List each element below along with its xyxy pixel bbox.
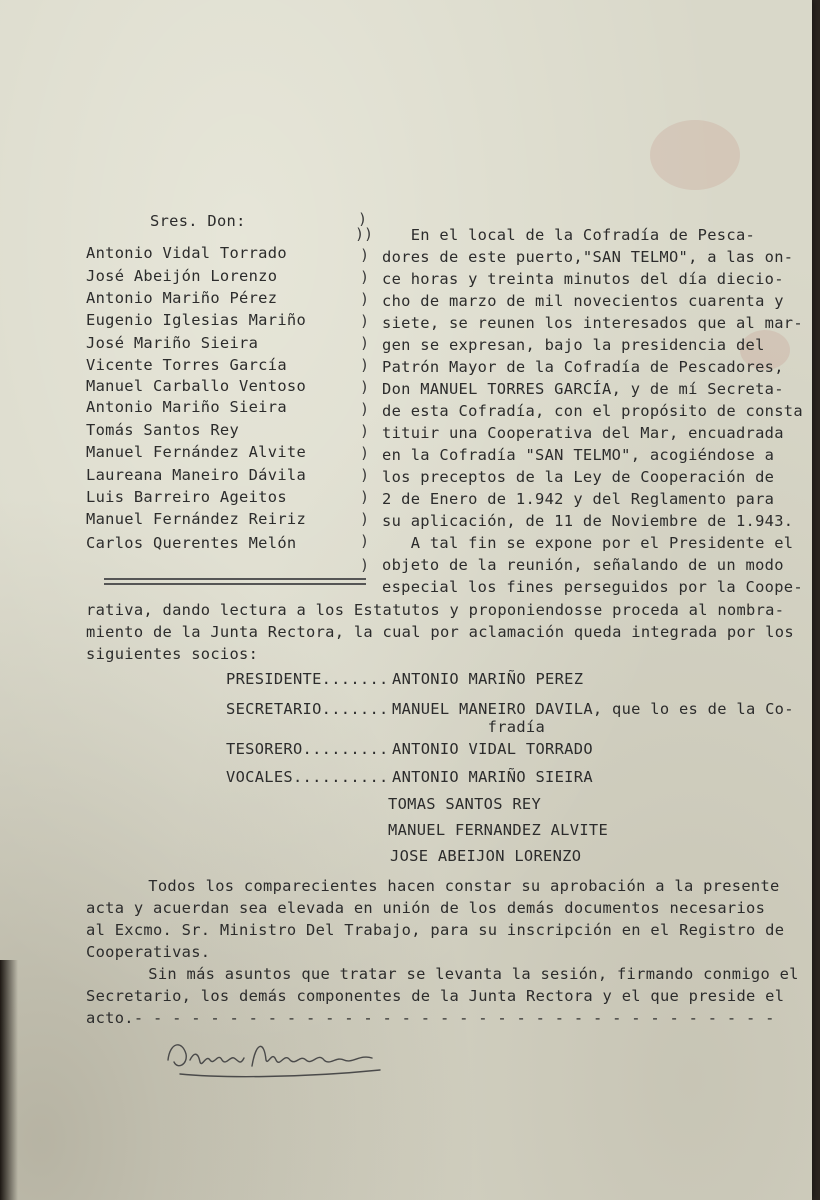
- attendee-name: Antonio Mariño Sieira: [86, 398, 287, 416]
- attendee-name: José Abeijón Lorenzo: [86, 267, 278, 285]
- text-line: Cooperativas.: [86, 943, 211, 961]
- text-line: acta y acuerdan sea elevada en unión de los demás documentos necesarios: [86, 899, 766, 917]
- attendee-name: Laureana Maneiro Dávila: [86, 466, 307, 484]
- junta-role: VOCALES..........: [226, 768, 389, 786]
- attendee-name: Antonio Mariño Pérez: [86, 289, 278, 307]
- junta-role: TESORERO.........: [226, 740, 389, 758]
- attendee-name: Manuel Fernández Alvite: [86, 443, 307, 461]
- text-line: 2 de Enero de 1.942 y del Reglamento para: [382, 490, 775, 508]
- sres-don-heading: Sres. Don:: [150, 212, 246, 230]
- text-line: dores de este puerto,"SAN TELMO", a las on-: [382, 248, 794, 266]
- attendee-name: José Mariño Sieira: [86, 334, 259, 352]
- text-line: objeto de la reunión, señalando de un modo: [382, 556, 784, 574]
- text-line: siguientes socios:: [86, 645, 259, 663]
- attendee-name: Manuel Carballo Ventoso: [86, 377, 307, 395]
- text-line: de esta Cofradía, con el propósito de consta: [382, 402, 803, 420]
- text-line: miento de la Junta Rectora, la cual por aclamación queda integrada por los: [86, 623, 794, 641]
- text-line: ce horas y treinta minutos del día diecio-: [382, 270, 784, 288]
- text-line: Todos los comparecientes hacen constar su aprobación a la presente: [110, 877, 780, 895]
- text-line: A tal fin se expone por el Presidente el: [382, 534, 794, 552]
- text-line: cho de marzo de mil novecientos cuarenta y: [382, 292, 784, 310]
- separator-line: [104, 578, 366, 582]
- text-line: Sin más asuntos que tratar se levanta la sesión, firmando conmigo el: [110, 965, 799, 983]
- attendee-name: Carlos Querentes Melón: [86, 534, 297, 552]
- junta-member: ANTONIO VIDAL TORRADO: [392, 740, 593, 758]
- text-line: gen se expresan, bajo la presidencia del: [382, 336, 765, 354]
- page-edge-shadow: [0, 960, 18, 1200]
- attendee-name: Manuel Fernández Reiriz: [86, 510, 307, 528]
- junta-member: MANUEL FERNANDEZ ALVITE: [388, 821, 609, 839]
- attendee-name: Antonio Vidal Torrado: [86, 244, 287, 262]
- handwritten-signature: [160, 1030, 390, 1090]
- separator-line: [104, 583, 366, 585]
- text-line: especial los fines perseguidos por la Coope-: [382, 578, 803, 596]
- attendee-name: Tomás Santos Rey: [86, 421, 240, 439]
- junta-role: PRESIDENTE.......: [226, 670, 389, 688]
- text-line: tituir una Cooperativa del Mar, encuadrada: [382, 424, 784, 442]
- junta-role: SECRETARIO.......: [226, 700, 389, 718]
- paper-stain: [650, 120, 740, 190]
- text-line: los preceptos de la Ley de Cooperación de: [382, 468, 775, 486]
- text-line: Don MANUEL TORRES GARCÍA, y de mí Secreta-: [382, 380, 784, 398]
- junta-member: JOSE ABEIJON LORENZO: [390, 847, 582, 865]
- attendee-name: Luis Barreiro Ageitos: [86, 488, 287, 506]
- text-line: En el local de la Cofradía de Pesca-: [382, 226, 756, 244]
- junta-member: MANUEL MANEIRO DAVILA, que lo es de la Co-: [392, 700, 794, 718]
- text-line: en la Cofradía "SAN TELMO", acogiéndose a: [382, 446, 775, 464]
- junta-member: ANTONIO MARIÑO SIEIRA: [392, 768, 593, 786]
- text-line: acto.- - - - - - - - - - - - - - - - - - - - - - - - - - - - - - - - - -: [86, 1009, 775, 1027]
- document-page: Sres. Don: Antonio Vidal Torrado José Abeijón Lorenzo Antonio Mariño Pérez Eugenio Iglesias Mariño José Mariño Sieira Vicente Torres García Manuel Carballo Ventoso Antonio Mariño Sieira Tomás Santos Rey Manuel Fernández Alvite Laureana Maneiro Dávila Luis Barreiro Ageitos Manuel Fernández Reiriz Carlos Querentes Melón ) )) ) ) ) ) ) ) ) ) ) ) ) ) ) ) ) En el local de la Cofradía de Pesca- dores de este puerto,"SAN TELMO", a las on- ce horas y treinta minutos del día diecio- cho de marzo de mil novecientos cuarenta y siete, se reunen los interesados que al mar- gen se expresan, bajo la presidencia del Patrón Mayor de la Cofradía de Pescadores, Don MANUEL TORRES GARCÍA, y de mí Secreta- de esta Cofradía, con el propósito de consta tituir una Cooperativa del Mar, encuadrada en la Cofradía "SAN TELMO", acogiéndose a los preceptos de la Ley de Cooperación de 2 de Enero de 1.942 y del Reglamento para su aplicación, de 11 de Noviembre de 1.943. A tal fin se expone por el Presidente el objeto de la reunión, señalando de un modo especial los fines perseguidos por la Coope- rativa, dando lectura a los Estatutos y proponiendosse proceda al nombra- miento de la Junta Rectora, la cual por aclamación queda integrada por los siguientes socios: PRESIDENTE....... ANTONIO MARIÑO PEREZ SECRETARIO....... MANUEL MANEIRO DAVILA, que lo es de la Co- fradía TESORERO......... ANTONIO VIDAL TORRADO VOCALES.......... ANTONIO MARIÑO SIEIRA TOMAS SANTOS REY MANUEL FERNANDEZ ALVITE JOSE ABEIJON LORENZO Todos los comparecientes hacen constar su aprobación a la presente acta y acuerdan sea elevada en unión de los demás documentos necesarios al Excmo. Sr. Ministro Del Trabajo, para su inscripción en el Registro de Cooperativas. Sin más asuntos que tratar se levanta la sesión, firmando conmigo el Secretario, los demás componentes de la Junta Rectora y el que preside el acto.- - - - - - - - - - - - - - - - - - - - - - - - - - - - - - - - - -: [0, 0, 812, 1200]
- text-line: al Excmo. Sr. Ministro Del Trabajo, para su inscripción en el Registro de: [86, 921, 785, 939]
- attendee-name: Eugenio Iglesias Mariño: [86, 311, 307, 329]
- text-line: rativa, dando lectura a los Estatutos y proponiendosse proceda al nombra-: [86, 601, 785, 619]
- junta-member: TOMAS SANTOS REY: [388, 795, 542, 813]
- junta-member: ANTONIO MARIÑO PEREZ: [392, 670, 584, 688]
- junta-member: fradía: [392, 718, 546, 736]
- attendee-name: Vicente Torres García: [86, 356, 287, 374]
- text-line: su aplicación, de 11 de Noviembre de 1.943.: [382, 512, 794, 530]
- text-line: Secretario, los demás componentes de la Junta Rectora y el que preside el: [86, 987, 785, 1005]
- text-line: siete, se reunen los interesados que al mar-: [382, 314, 803, 332]
- text-line: Patrón Mayor de la Cofradía de Pescadores,: [382, 358, 784, 376]
